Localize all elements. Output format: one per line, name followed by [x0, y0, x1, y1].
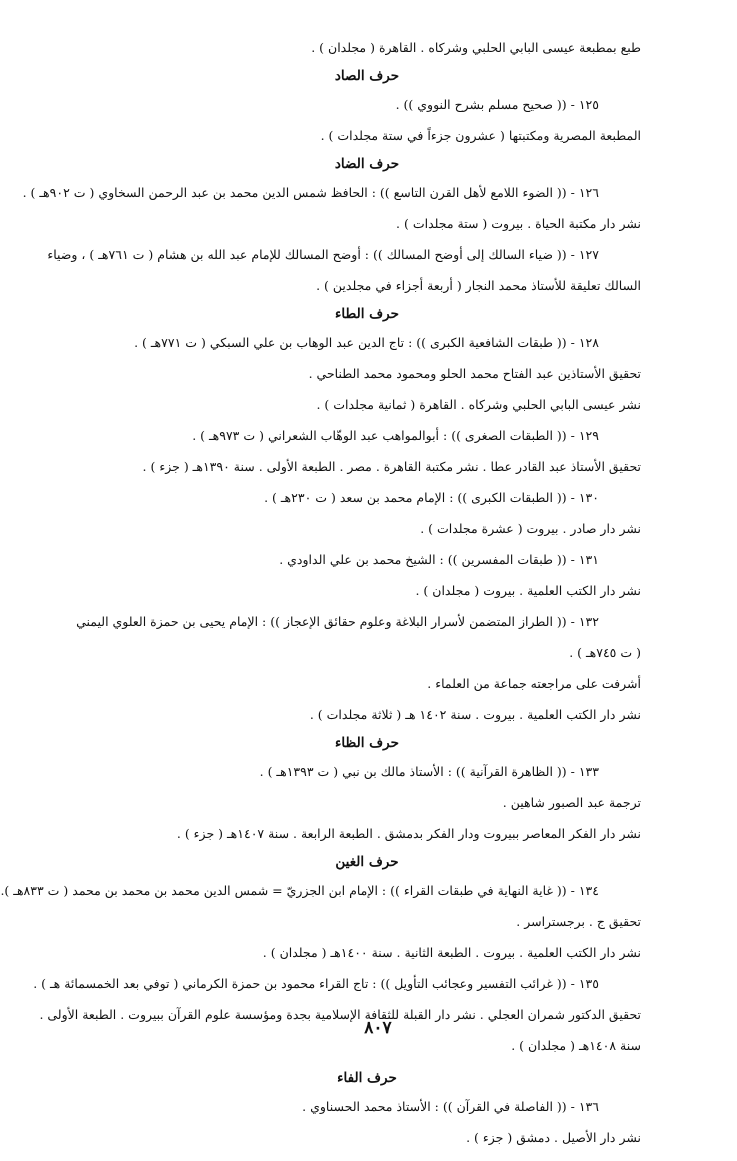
section-heading: حرف الفاء — [337, 1070, 397, 1086]
bibliography-entry: ١٣٥ - (( غرائب التفسير وعجائب التأويل )) : تاج القراء محمود بن حمزة الكرماني ( توفي بعد الخمسمائة هـ ) . — [33, 976, 599, 991]
entry-detail-line: السالك تعليقة للأستاذ محمد النجار ( أربعة أجزاء في مجلدين ) . — [316, 278, 641, 293]
section-heading: حرف الطاء — [335, 306, 399, 322]
bibliography-entry: ١٣٢ - (( الطراز المتضمن لأسرار البلاغة وعلوم حقائق الإعجاز )) : الإمام يحيى بن حمزة العلوي اليمني — [76, 614, 599, 629]
entry-detail-line: نشر دار الكتب العلمية . بيروت . سنة ١٤٠٢ هـ ( ثلاثة مجلدات ) . — [309, 707, 641, 722]
entry-detail-line: أشرفت على مراجعته جماعة من العلماء . — [427, 676, 641, 691]
section-heading: حرف الصاد — [334, 68, 400, 84]
entry-detail-line: نشر عيسى البابي الحلبي وشركاه . القاهرة ( ثمانية مجلدات ) . — [316, 397, 641, 412]
entry-detail-line: تحقيق الدكتور شمران العجلي . نشر دار القبلة للثقافة الإسلامية بجدة ومؤسسة علوم القرآن ببيروت . الطبعة الأولى . — [39, 1007, 641, 1022]
bibliography-entry: ١٢٨ - (( طبقات الشافعية الكبرى )) : تاج الدين عبد الوهاب بن علي السبكي ( ت ٧٧١هـ ) . — [134, 335, 599, 350]
entry-detail-line: تحقيق الأستاذ عبد القادر عطا . نشر مكتبة القاهرة . مصر . الطبعة الأولى . سنة ١٣٩٠هـ ( جزء ) . — [142, 459, 641, 474]
bibliography-entry: ١٣٠ - (( الطبقات الكبرى )) : الإمام محمد بن سعد ( ت ٢٣٠هـ ) . — [264, 490, 599, 505]
bibliography-entry: ١٣٣ - (( الظاهرة القرآنية )) : الأستاذ مالك بن نبي ( ت ١٣٩٣هـ ) . — [259, 764, 599, 779]
entry-detail-line: نشر دار الكتب العلمية . بيروت ( مجلدان ) . — [415, 583, 641, 598]
entry-detail-line: ( ت ٧٤٥هـ ) . — [569, 645, 641, 660]
section-heading: حرف الغين — [335, 854, 399, 870]
entry-detail-line: نشر دار الفكر المعاصر ببيروت ودار الفكر بدمشق . الطبعة الرابعة . سنة ١٤٠٧هـ ( جزء ) . — [176, 826, 641, 841]
entry-detail-line: المطبعة المصرية ومكتبتها ( عشرون جزءاً في ستة مجلدات ) . — [320, 128, 641, 143]
entry-detail-line: نشر دار الأصيل . دمشق ( جزء ) . — [466, 1130, 641, 1145]
page-number: ٨٠٧ — [364, 1018, 392, 1038]
entry-detail-line: سنة ١٤٠٨هـ ( مجلدان ) . — [511, 1038, 641, 1053]
entry-detail-line: تحقيق الأستاذين عبد الفتاح محمد الحلو ومحمود محمد الطناحي . — [308, 366, 641, 381]
bibliography-entry: ١٣٤ - (( غاية النهاية في طبقات القراء )) : الإمام ابن الجزريّ = شمس الدين محمد بن محمد بن محمد ( ت ٨٣٣هـ ). — [0, 883, 599, 898]
bibliography-entry: ١٢٧ - (( ضياء السالك إلى أوضح المسالك )) : أوضح المسالك للإمام عبد الله بن هشام ( ت ٧٦١هـ ) ، وضياء — [47, 247, 599, 262]
entry-detail-line: طبع بمطبعة عيسى البابي الحلبي وشركاه . القاهرة ( مجلدان ) . — [311, 40, 641, 55]
section-heading: حرف الضاد — [334, 156, 400, 172]
entry-detail-line: نشر دار صادر . بيروت ( عشرة مجلدات ) . — [420, 521, 641, 536]
entry-detail-line: ترجمة عبد الصبور شاهين . — [502, 795, 641, 810]
bibliography-entry: ١٣١ - (( طبقات المفسرين )) : الشيخ محمد بن علي الداودي . — [279, 552, 599, 567]
bibliography-entry: ١٢٦ - (( الضوء اللامع لأهل القرن التاسع )) : الحافظ شمس الدين محمد بن عبد الرحمن السخاوي ( ت ٩٠٢هـ ) . — [22, 185, 599, 200]
document-body — [0, 40, 641, 1161]
bibliography-entry: ١٢٩ - (( الطبقات الصغرى )) : أبوالمواهب عبد الوهّاب الشعراني ( ت ٩٧٣هـ ) . — [192, 428, 599, 443]
entry-detail-line: نشر دار الكتب العلمية . بيروت . الطبعة الثانية . سنة ١٤٠٠هـ ( مجلدان ) . — [262, 945, 641, 960]
bibliography-entry: ١٢٥ - (( صحيح مسلم بشرح النووي )) . — [395, 97, 599, 112]
bibliography-entry: ١٣٦ - (( الفاصلة في القرآن )) : الأستاذ محمد الحسناوي . — [302, 1099, 599, 1114]
entry-detail-line: تحقيق ج . برجستراسر . — [516, 914, 641, 929]
entry-detail-line: نشر دار مكتبة الحياة . بيروت ( ستة مجلدات ) . — [396, 216, 641, 231]
section-heading: حرف الظاء — [335, 735, 399, 751]
